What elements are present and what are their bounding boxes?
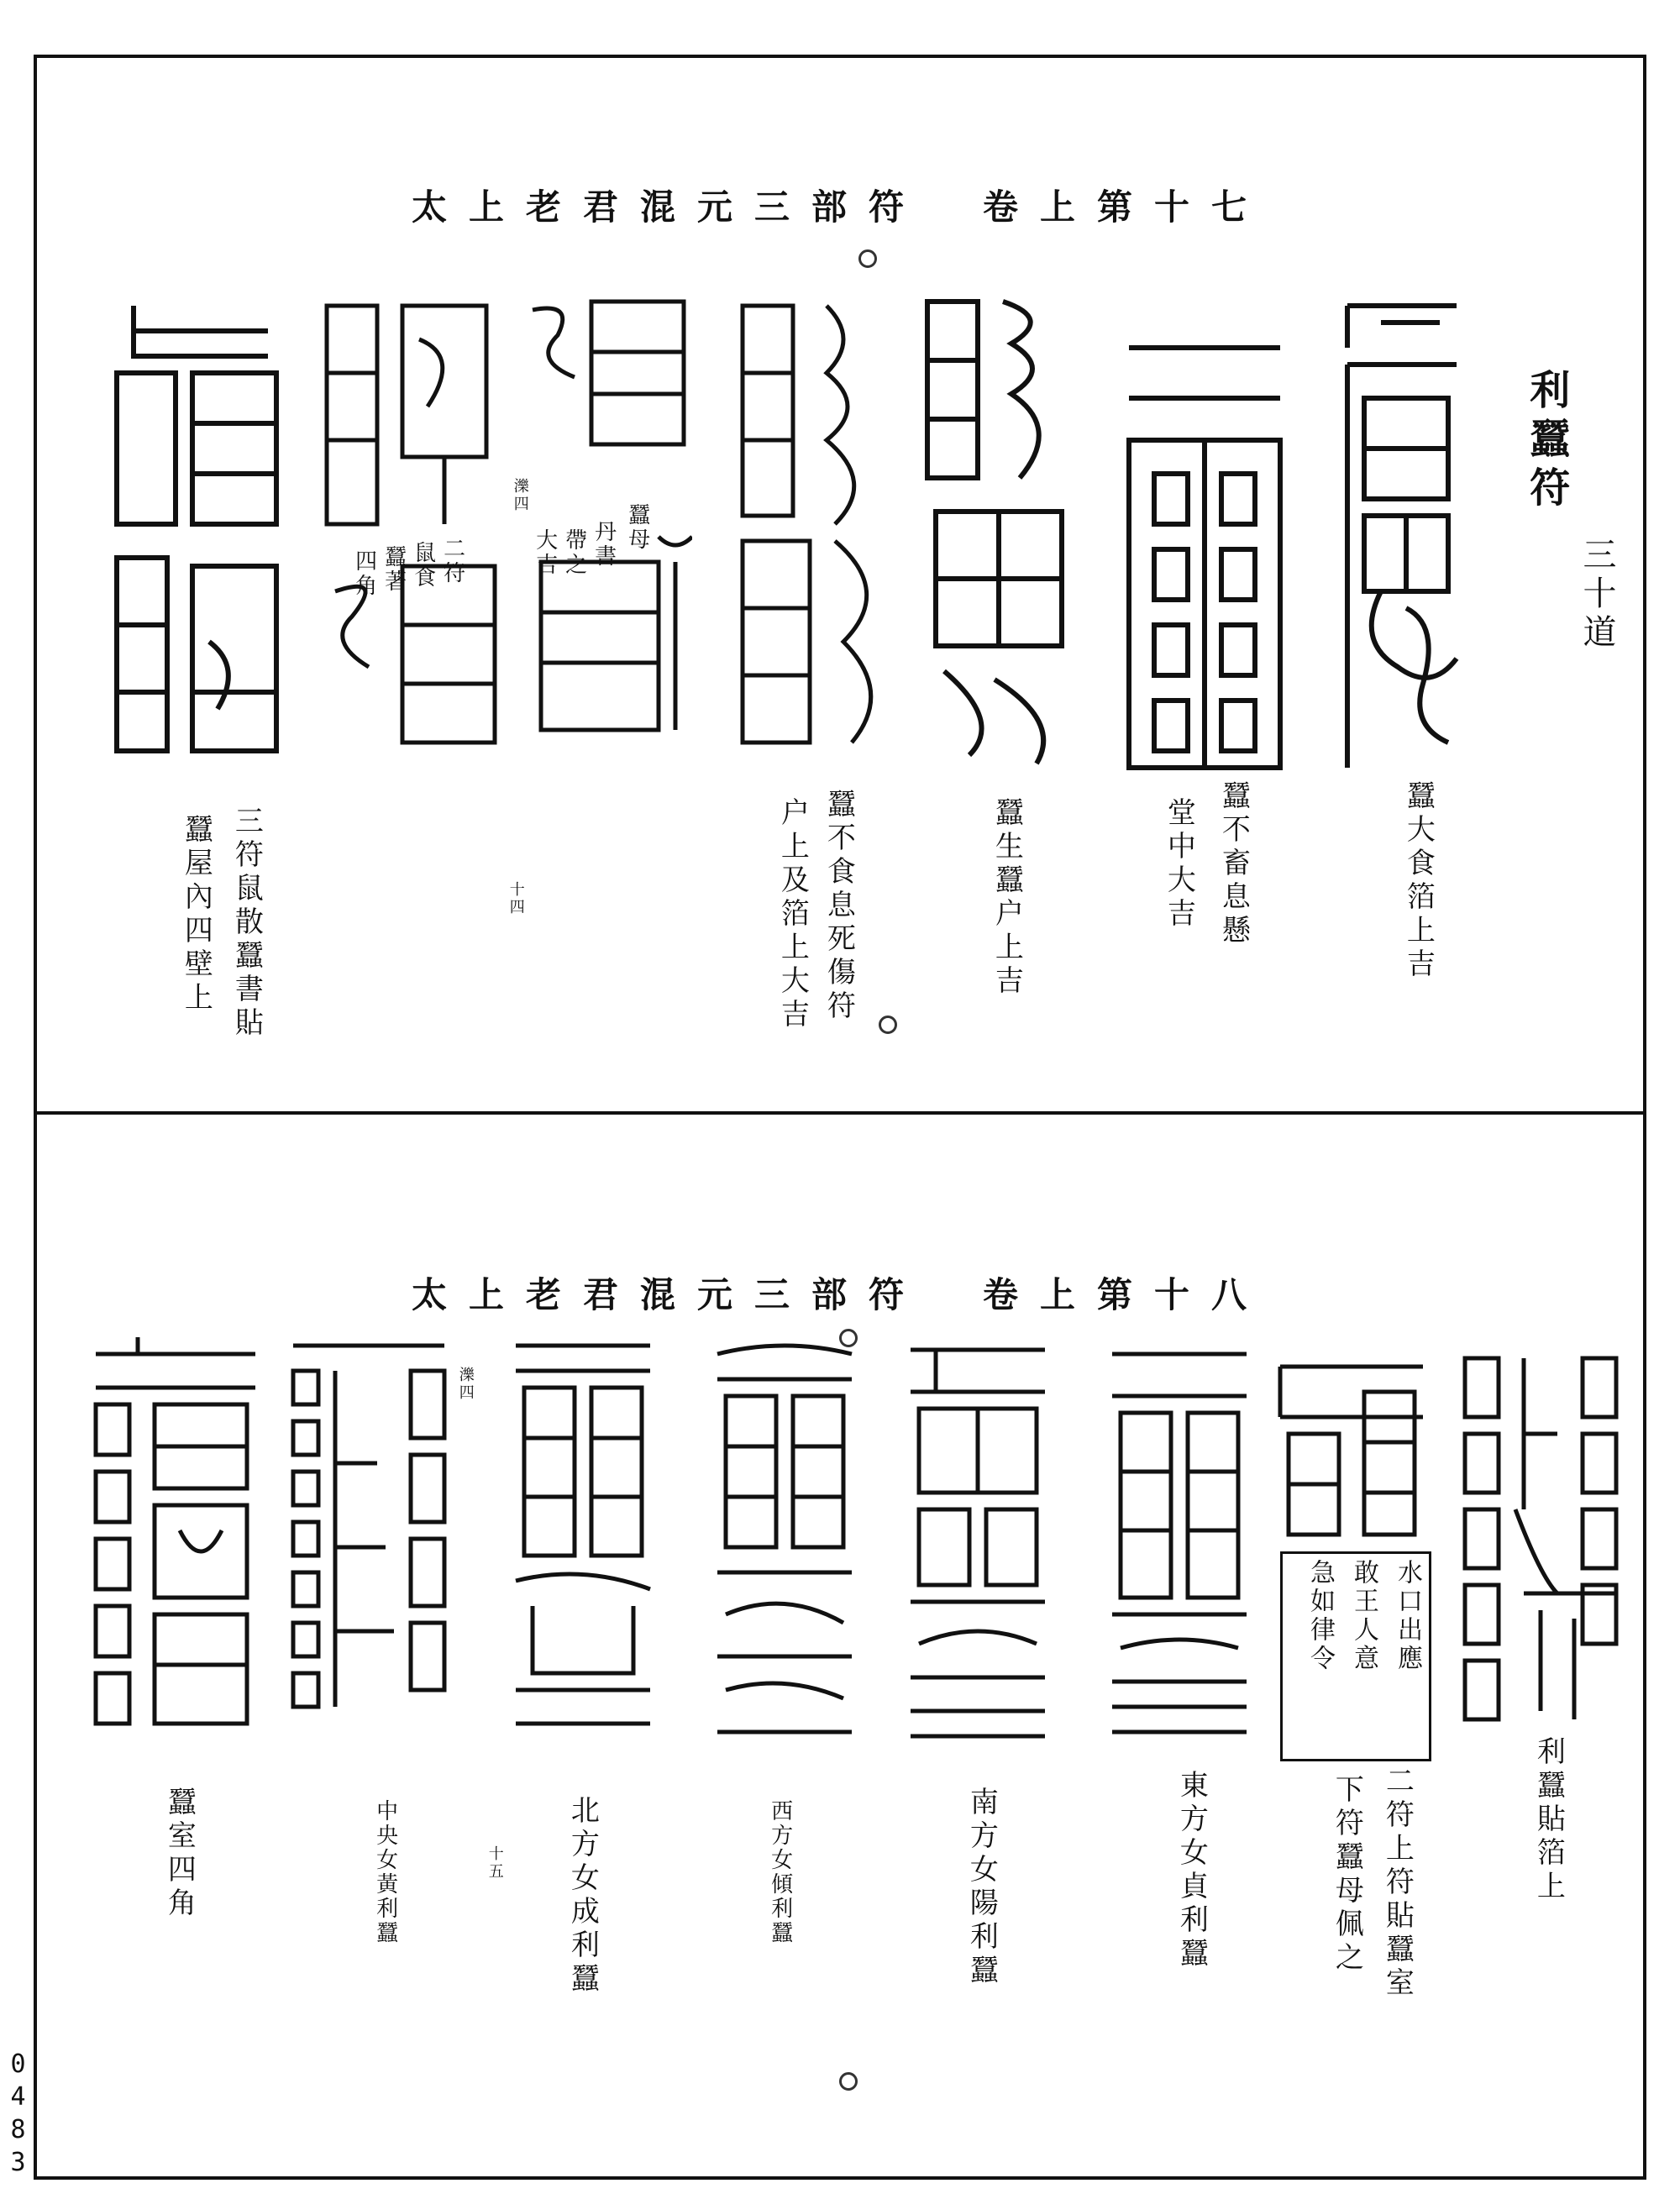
- box-line-3: 急如律令: [1305, 1559, 1335, 1673]
- caption-7-a: 三符鼠散蠶書貼: [229, 806, 264, 1041]
- incantation-box: [1280, 1551, 1431, 1761]
- caption-b8: 蠶室四角: [162, 1787, 197, 1921]
- talisman-2: [1121, 331, 1289, 776]
- caption-2-b: 堂中大吉: [1162, 797, 1196, 932]
- caption-b7: 中央女黃利蠶: [372, 1799, 398, 1945]
- caption-b1: 利蠶貼箔上: [1531, 1736, 1566, 1904]
- caption-b2-a: 二符上符貼蠶室: [1380, 1766, 1415, 2001]
- caption-6-d: 四角: [351, 549, 377, 598]
- small-mark: 濼四: [456, 1367, 475, 1402]
- punch-hole: [839, 2072, 858, 2091]
- talisman-6: [318, 289, 503, 759]
- caption-4-a: 蠶不食息死傷符: [822, 789, 856, 1024]
- caption-3: 蠶生蠶户上吉: [990, 797, 1024, 999]
- talisman-b2: [1272, 1358, 1431, 1543]
- box-line-1: 水口出應: [1393, 1559, 1422, 1673]
- top-header: 太上老君混元三部符 卷上第十七: [411, 186, 1268, 228]
- talisman-b1: [1457, 1341, 1625, 1728]
- caption-5-b: 丹書: [591, 520, 617, 569]
- caption-6-a: 二符: [439, 537, 465, 585]
- top-panel: [37, 58, 1643, 1115]
- talisman-b3: [1104, 1346, 1255, 1740]
- caption-5-a: 蠶母: [624, 503, 650, 552]
- caption-b2-b: 下符蠶母佩之: [1330, 1774, 1364, 1976]
- caption-6-b: 鼠食: [410, 541, 436, 590]
- talisman-1: [1331, 289, 1473, 785]
- caption-5-d: 大吉: [532, 528, 558, 577]
- caption-1: 蠶大食箔上吉: [1401, 780, 1436, 982]
- talisman-b8: [87, 1337, 264, 1740]
- caption-b5: 西方女傾利蠶: [767, 1799, 793, 1945]
- talisman-3: [919, 285, 1079, 772]
- talisman-b7: [285, 1337, 453, 1740]
- section-title: 利蠶符: [1522, 369, 1570, 515]
- punch-hole: [879, 1016, 897, 1034]
- caption-b6: 北方女成利蠶: [565, 1795, 600, 1997]
- margin-mark: 十四: [507, 881, 525, 916]
- box-line-2: 敢王人意: [1349, 1559, 1378, 1673]
- talisman-b4: [902, 1341, 1053, 1745]
- margin-mark: 十五: [486, 1845, 504, 1881]
- punch-hole: [858, 249, 877, 268]
- talisman-4: [734, 289, 902, 759]
- caption-b4: 南方女陽利蠶: [964, 1787, 999, 1988]
- caption-b3: 東方女貞利蠶: [1174, 1770, 1209, 1971]
- talisman-b5: [709, 1337, 860, 1749]
- section-count: 三十道: [1578, 537, 1616, 653]
- small-mark: 濼四: [511, 478, 529, 513]
- bottom-header: 太上老君混元三部符 卷上第十八: [411, 1274, 1268, 1315]
- caption-2-a: 蠶不畜息懸: [1216, 780, 1251, 948]
- caption-7-b: 蠶屋內四壁上: [179, 814, 213, 1016]
- bottom-panel: [37, 1115, 1643, 2176]
- caption-5-c: 帶之: [561, 528, 587, 577]
- caption-4-b: 户上及箔上大吉: [775, 797, 810, 1032]
- page-frame: [34, 55, 1646, 2180]
- talisman-7: [108, 289, 285, 768]
- caption-6-c: 蠶著: [381, 545, 407, 594]
- talisman-b6: [507, 1337, 659, 1749]
- page-number: 0483: [3, 2049, 33, 2181]
